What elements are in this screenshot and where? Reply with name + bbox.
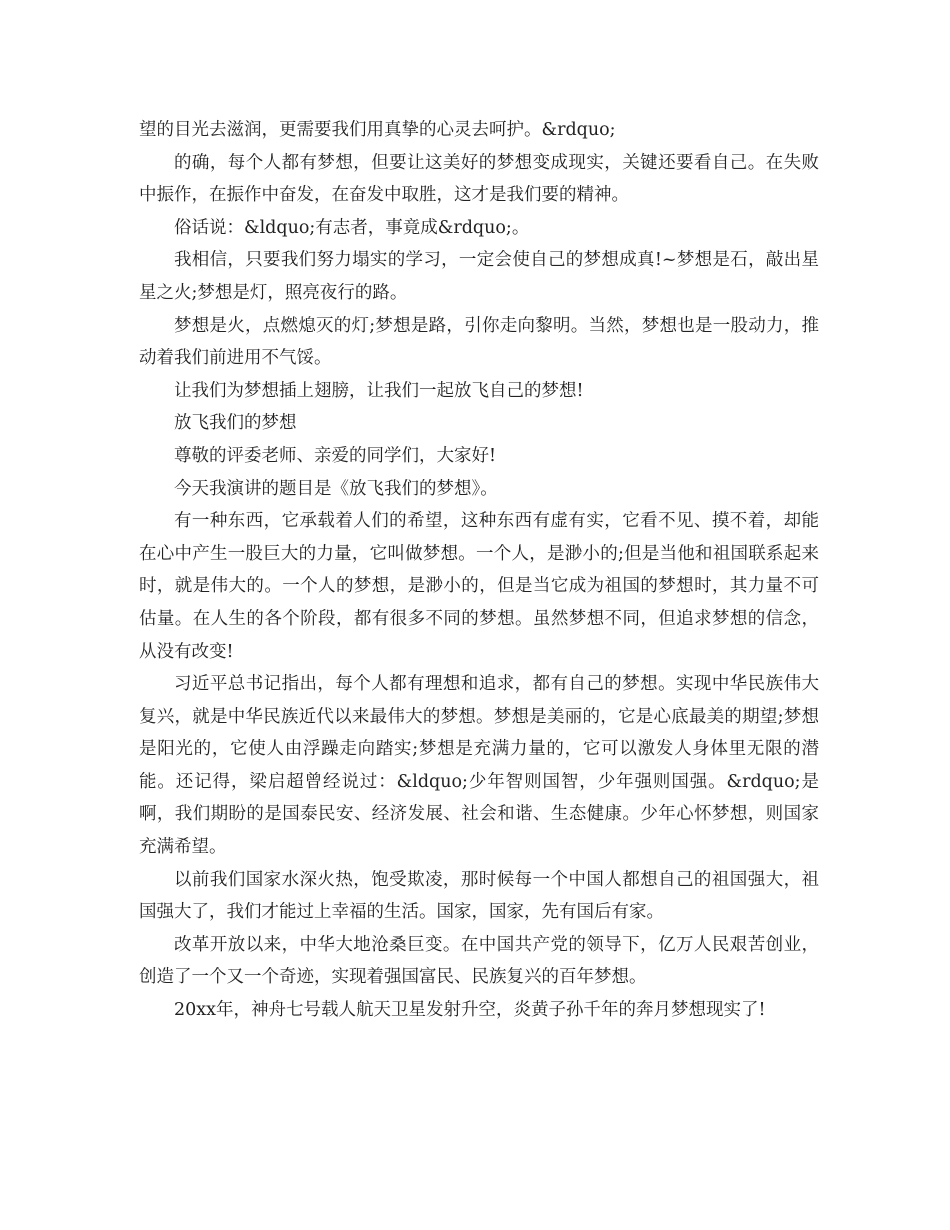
paragraph-10: 有一种东西，它承载着人们的希望，这种东西有虚有实，它看不见、摸不着，却能在心中产生一股巨大的力量，它叫做梦想。一个人，是渺小的;但是当他和祖国联系起来时，就是伟大的。一个人的梦想，是渺小的，但是当它成为祖国的梦想时，其力量不可估量。在人生的各个阶段，都有很多不同的梦想。虽然梦想不同，但追求梦想的信念，从没有改变! — [139, 511, 819, 662]
paragraph-12: 以前我们国家水深火热，饱受欺凌，那时候每一个中国人都想自己的祖国强大，祖国强大了，我们才能过上幸福的生活。国家，国家，先有国后有家。 — [139, 869, 819, 923]
paragraph-greeting: 尊敬的评委老师、亲爱的同学们，大家好! — [174, 445, 497, 466]
paragraph-2: 的确，每个人都有梦想，但要让这美好的梦想变成现实，关键还要看自己。在失败中振作，在振作中奋发，在奋发中取胜，这才是我们要的精神。 — [139, 152, 819, 206]
paragraph-3: 俗话说：&ldquo;有志者，事竟成&rdquo;。 — [174, 217, 530, 238]
paragraph-5: 梦想是火，点燃熄灭的灯;梦想是路，引你走向黎明。当然，梦想也是一股动力，推动着我们前进用不气馁。 — [139, 315, 819, 369]
document-body — [139, 114, 819, 1027]
paragraph-14: 20xx年，神舟七号载人航天卫星发射升空，炎黄子孙千年的奔月梦想现实了! — [174, 1000, 766, 1021]
paragraph-13: 改革开放以来，中华大地沧桑巨变。在中国共产党的领导下，亿万人民艰苦创业，创造了一个又一个奇迹，实现着强国富民、民族复兴的百年梦想。 — [139, 934, 819, 988]
section-title: 放飞我们的梦想 — [174, 413, 297, 434]
paragraph-4: 我相信，只要我们努力塌实的学习，一定会使自己的梦想成真!~梦想是石，敲出星星之火;梦想是灯，照亮夜行的路。 — [139, 250, 819, 303]
paragraph-11: 习近平总书记指出，每个人都有理想和追求，都有自己的梦想。实现中华民族伟大复兴，就是中华民族近代以来最伟大的梦想。梦想是美丽的，它是心底最美的期望;梦想是阳光的，它使人由浮躁走向踏实;梦想是充满力量的，它可以激发人身体里无限的潜能。还记得，梁启超曾经说过：&ldquo;少年智则国智，少年强则国强。&rdquo;是啊，我们期盼的是国泰民安、经济发展、社会和谐、生态健康。少年心怀梦想，则国家充满希望。 — [139, 674, 819, 858]
paragraph-1: 望的目光去滋润，更需要我们用真挚的心灵去呵护。&rdquo; — [139, 120, 616, 140]
paragraph-6: 让我们为梦想插上翅膀，让我们一起放飞自己的梦想! — [174, 380, 584, 401]
paragraph-topic: 今天我演讲的题目是《放飞我们的梦想》。 — [174, 478, 498, 499]
